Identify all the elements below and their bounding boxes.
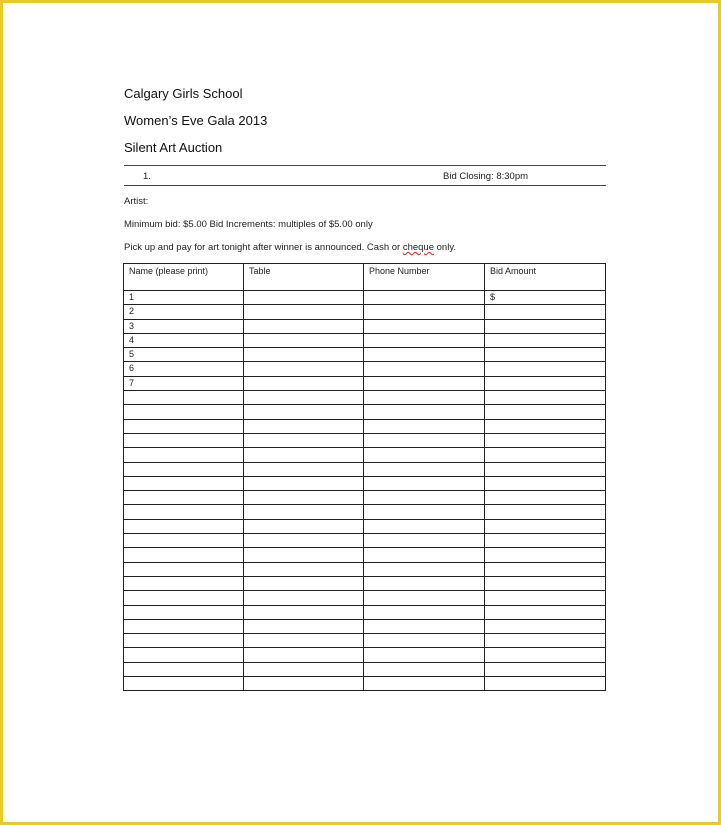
spellcheck-word: cheque [402, 242, 434, 253]
table-row [124, 534, 606, 548]
cell-name[interactable] [124, 605, 244, 619]
table-row [124, 419, 606, 433]
column-header-table: Table [244, 264, 364, 291]
table-row [124, 362, 606, 376]
cell-bid[interactable] [485, 605, 606, 619]
cell-table[interactable] [244, 648, 364, 662]
cell-table[interactable] [244, 462, 364, 476]
cell-phone[interactable] [364, 391, 485, 405]
table-row [124, 462, 606, 476]
cell-phone[interactable] [364, 291, 485, 305]
cell-name[interactable] [124, 576, 244, 590]
cell-name[interactable] [124, 519, 244, 533]
cell-phone[interactable] [364, 305, 485, 319]
table-row [124, 662, 606, 676]
cell-name[interactable] [124, 505, 244, 519]
cell-phone[interactable] [364, 662, 485, 676]
cell-table[interactable] [244, 305, 364, 319]
cell-name[interactable]: 5 [124, 348, 244, 362]
cell-bid[interactable] [485, 534, 606, 548]
cell-bid[interactable] [485, 376, 606, 390]
cell-name[interactable] [124, 419, 244, 433]
cell-name[interactable] [124, 391, 244, 405]
table-row [124, 591, 606, 605]
cell-bid[interactable] [485, 433, 606, 447]
cell-phone[interactable] [364, 576, 485, 590]
cell-table[interactable] [244, 519, 364, 533]
cell-bid[interactable] [485, 677, 606, 691]
cell-phone[interactable] [364, 619, 485, 633]
table-row [124, 405, 606, 419]
column-header-bid: Bid Amount [485, 264, 606, 291]
cell-table[interactable] [244, 534, 364, 548]
cell-phone[interactable] [364, 419, 485, 433]
table-header-row [124, 264, 606, 291]
cell-name[interactable] [124, 619, 244, 633]
table-row [124, 348, 606, 362]
cell-bid[interactable]: $ [485, 291, 606, 305]
cell-bid[interactable] [485, 634, 606, 648]
table-row [124, 648, 606, 662]
cell-bid[interactable] [485, 448, 606, 462]
cell-table[interactable] [244, 634, 364, 648]
divider-bottom [124, 185, 606, 186]
cell-phone[interactable] [364, 319, 485, 333]
table-row [124, 491, 606, 505]
cell-bid[interactable] [485, 491, 606, 505]
column-header-name: Name (please print) [124, 264, 244, 291]
cell-phone[interactable] [364, 505, 485, 519]
cell-bid[interactable] [485, 419, 606, 433]
event-name: Women’s Eve Gala 2013 [124, 113, 268, 128]
cell-phone[interactable] [364, 433, 485, 447]
cell-phone[interactable] [364, 462, 485, 476]
cell-table[interactable] [244, 505, 364, 519]
cell-bid[interactable] [485, 391, 606, 405]
table-row [124, 619, 606, 633]
cell-table[interactable] [244, 491, 364, 505]
cell-name[interactable]: 3 [124, 319, 244, 333]
table-row [124, 548, 606, 562]
cell-table[interactable] [244, 391, 364, 405]
cell-table[interactable] [244, 319, 364, 333]
cell-name[interactable] [124, 476, 244, 490]
pickup-text-end: only. [434, 242, 457, 253]
table-row [124, 677, 606, 691]
cell-bid[interactable] [485, 462, 606, 476]
cell-name[interactable] [124, 405, 244, 419]
school-name: Calgary Girls School [124, 86, 243, 101]
cell-bid[interactable] [485, 619, 606, 633]
cell-phone[interactable] [364, 677, 485, 691]
divider-top [124, 165, 606, 166]
cell-table[interactable] [244, 376, 364, 390]
table-row [124, 634, 606, 648]
bid-closing: Bid Closing: 8:30pm [443, 171, 529, 182]
cell-table[interactable] [244, 619, 364, 633]
cell-name[interactable] [124, 534, 244, 548]
cell-table[interactable] [244, 662, 364, 676]
cell-name[interactable] [124, 448, 244, 462]
cell-bid[interactable] [485, 505, 606, 519]
cell-bid[interactable] [485, 548, 606, 562]
cell-bid[interactable] [485, 333, 606, 347]
cell-name[interactable] [124, 491, 244, 505]
cell-table[interactable] [244, 333, 364, 347]
cell-bid[interactable] [485, 648, 606, 662]
cell-phone[interactable] [364, 548, 485, 562]
pickup-text [124, 242, 456, 253]
cell-phone[interactable] [364, 376, 485, 390]
cell-phone[interactable] [364, 605, 485, 619]
cell-name[interactable] [124, 662, 244, 676]
cell-bid[interactable] [485, 305, 606, 319]
pickup-text-start: Pick up and pay for art tonight after winner is announced. Cash or [124, 242, 403, 253]
cell-name[interactable] [124, 562, 244, 576]
minimum-bid-text: Minimum bid: $5.00 Bid Increments: multiples of $5.00 only [124, 219, 373, 230]
cell-table[interactable] [244, 591, 364, 605]
cell-bid[interactable] [485, 519, 606, 533]
table-row [124, 476, 606, 490]
cell-phone[interactable] [364, 491, 485, 505]
cell-table[interactable] [244, 362, 364, 376]
cell-name[interactable]: 1 [124, 291, 244, 305]
lot-number: 1. [143, 171, 151, 182]
cell-phone[interactable] [364, 448, 485, 462]
cell-bid[interactable] [485, 348, 606, 362]
cell-phone[interactable] [364, 405, 485, 419]
cell-bid[interactable] [485, 405, 606, 419]
cell-bid[interactable] [485, 591, 606, 605]
table-row [124, 576, 606, 590]
table-row [124, 333, 606, 347]
table-row [124, 519, 606, 533]
cell-name[interactable]: 4 [124, 333, 244, 347]
cell-bid[interactable] [485, 662, 606, 676]
cell-name[interactable] [124, 648, 244, 662]
cell-table[interactable] [244, 348, 364, 362]
cell-name[interactable]: 7 [124, 376, 244, 390]
cell-name[interactable] [124, 677, 244, 691]
table-row [124, 562, 606, 576]
cell-phone[interactable] [364, 591, 485, 605]
cell-table[interactable] [244, 291, 364, 305]
table-row [124, 376, 606, 390]
cell-name[interactable]: 6 [124, 362, 244, 376]
cell-name[interactable] [124, 591, 244, 605]
table-row [124, 305, 606, 319]
table-row [124, 391, 606, 405]
cell-phone[interactable] [364, 362, 485, 376]
column-header-phone: Phone Number [364, 264, 485, 291]
cell-phone[interactable] [364, 634, 485, 648]
cell-name[interactable] [124, 462, 244, 476]
cell-name[interactable]: 2 [124, 305, 244, 319]
table-row [124, 291, 606, 305]
cell-table[interactable] [244, 562, 364, 576]
cell-phone[interactable] [364, 333, 485, 347]
table-row [124, 505, 606, 519]
cell-table[interactable] [244, 419, 364, 433]
cell-table[interactable] [244, 476, 364, 490]
table-row [124, 319, 606, 333]
cell-phone[interactable] [364, 519, 485, 533]
cell-bid[interactable] [485, 319, 606, 333]
cell-bid[interactable] [485, 476, 606, 490]
cell-bid[interactable] [485, 576, 606, 590]
cell-name[interactable] [124, 548, 244, 562]
cell-phone[interactable] [364, 562, 485, 576]
cell-phone[interactable] [364, 476, 485, 490]
cell-name[interactable] [124, 433, 244, 447]
cell-table[interactable] [244, 605, 364, 619]
artist-label: Artist: [124, 196, 149, 207]
cell-table[interactable] [244, 405, 364, 419]
cell-phone[interactable] [364, 534, 485, 548]
auction-title: Silent Art Auction [124, 140, 223, 155]
table-row [124, 433, 606, 447]
cell-bid[interactable] [485, 362, 606, 376]
table-row [124, 448, 606, 462]
table-row [124, 605, 606, 619]
cell-table[interactable] [244, 548, 364, 562]
cell-table[interactable] [244, 677, 364, 691]
cell-name[interactable] [124, 634, 244, 648]
cell-table[interactable] [244, 448, 364, 462]
cell-bid[interactable] [485, 562, 606, 576]
cell-phone[interactable] [364, 648, 485, 662]
cell-table[interactable] [244, 576, 364, 590]
bid-sheet-table [123, 263, 606, 691]
cell-phone[interactable] [364, 348, 485, 362]
cell-table[interactable] [244, 433, 364, 447]
